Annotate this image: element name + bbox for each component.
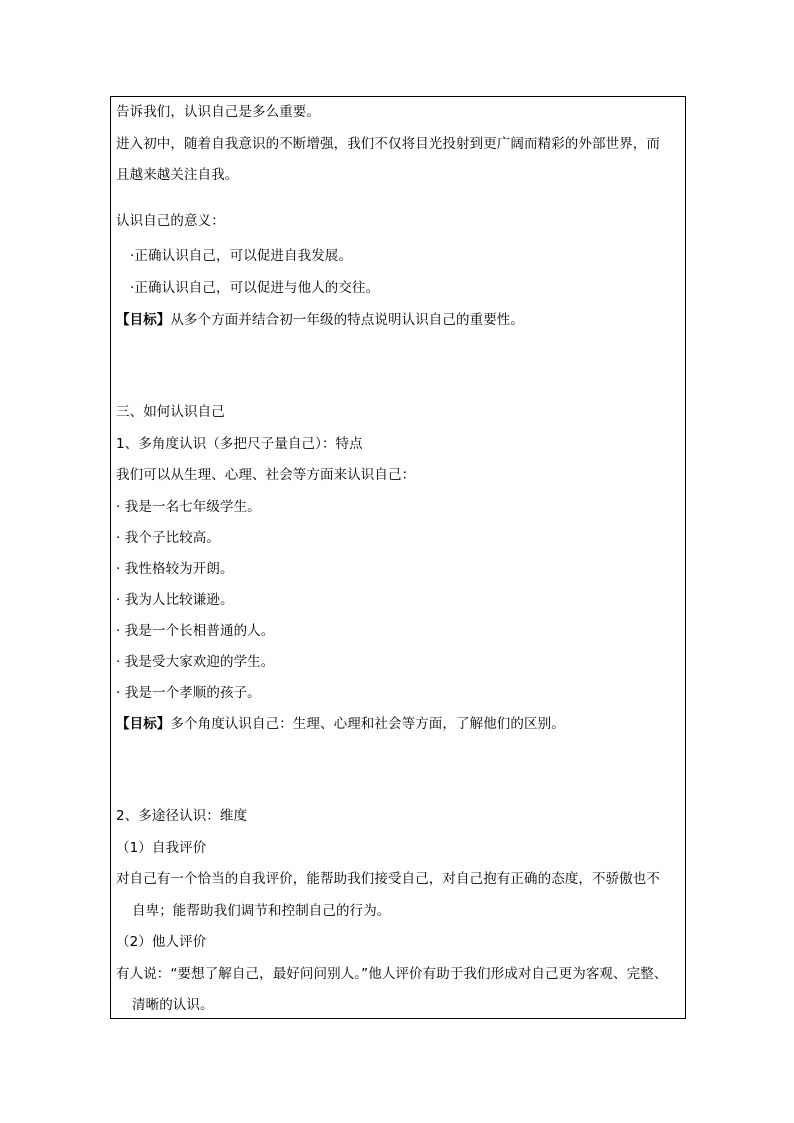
section-heading: 三、如何认识自己	[116, 404, 225, 420]
subsection-heading: 1、多角度认识（多把尺子量自己）：特点	[116, 436, 363, 452]
text-line: 告诉我们，认识自己是多么重要。	[116, 104, 320, 120]
bullet-item: · 我是受大家欢迎的学生。	[116, 654, 275, 670]
target-text: 从多个方面并结合初一年级的特点说明认识自己的重要性。	[170, 312, 525, 328]
text-line: 有人说：“要想了解自己，最好问问别人。”他人评价有助于我们形成对自己更为客观、完整、	[116, 966, 668, 982]
subsection-heading: （2）他人评价	[116, 934, 207, 950]
text-line: 我们可以从生理、心理、社会等方面来认识自己：	[116, 467, 416, 483]
bullet-item: ·正确认识自己，可以促进自我发展。	[130, 248, 352, 264]
bullet-item: · 我个子比较高。	[116, 530, 220, 546]
subsection-heading: （1）自我评价	[116, 840, 207, 856]
target-text: 多个角度认识自己：生理、心理和社会等方面，了解他们的区别。	[170, 716, 565, 732]
bullet-item: · 我是一名七年级学生。	[116, 499, 261, 515]
text-line: 且越来越关注自我。	[116, 167, 239, 183]
target-line	[116, 310, 524, 330]
bullet-item: ·正确认识自己，可以促进与他人的交往。	[130, 280, 380, 296]
bullet-item: · 我为人比较谦逊。	[116, 592, 234, 608]
section-heading: 认识自己的意义：	[116, 213, 225, 229]
text-line: 清晰的认识。	[132, 997, 214, 1013]
bullet-item: · 我是一个孝顺的孩子。	[116, 685, 261, 701]
bullet-item: · 我是一个长相普通的人。	[116, 623, 275, 639]
text-line: 对自己有一个恰当的自我评价，能帮助我们接受自己，对自己抱有正确的态度，不骄傲也不	[116, 871, 660, 887]
target-label: 【目标】	[116, 312, 171, 328]
bullet-item: · 我性格较为开朗。	[116, 561, 234, 577]
text-line: 自卑；能帮助我们调节和控制自己的行为。	[132, 903, 391, 919]
target-label: 【目标】	[116, 716, 171, 732]
text-line: 进入初中，随着自我意识的不断增强，我们不仅将目光投射到更广阔而精彩的外部世界，而	[116, 136, 660, 152]
subsection-heading: 2、多途径认识：维度	[116, 808, 248, 824]
target-line	[116, 714, 565, 734]
